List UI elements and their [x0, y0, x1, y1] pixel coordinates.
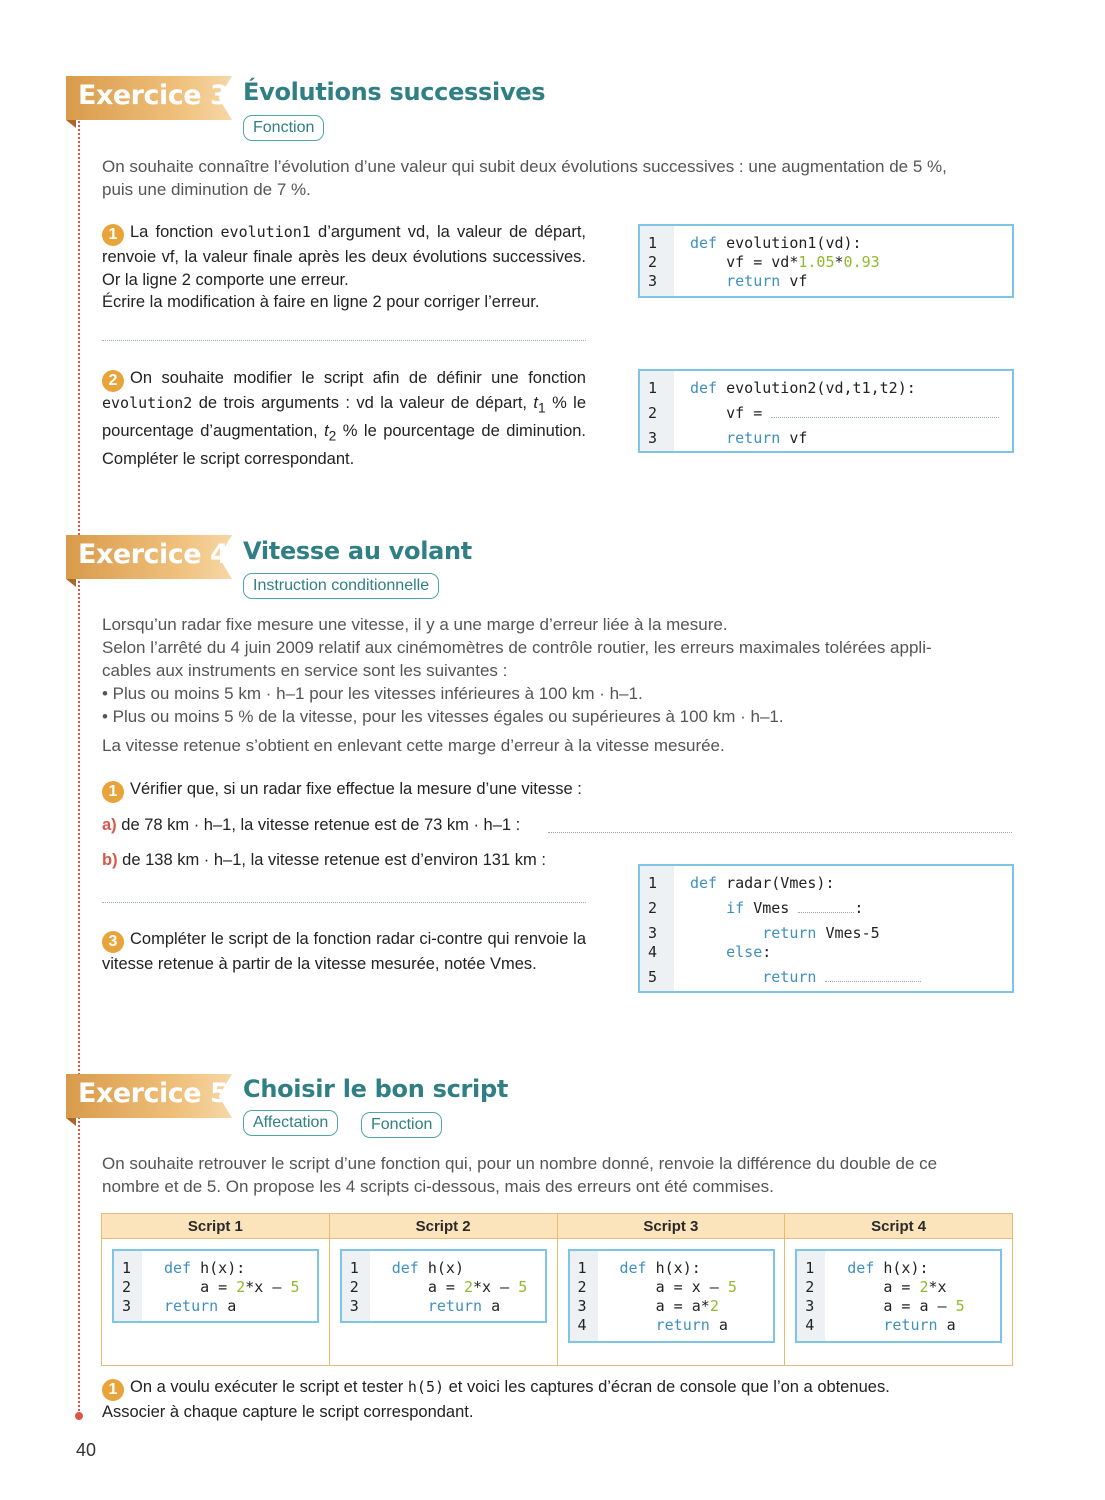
- code-text: h(x): [418, 1259, 464, 1277]
- code-text: a = a –: [847, 1297, 956, 1315]
- script-header: Script 1: [102, 1214, 330, 1239]
- exercise-5-intro: [102, 1152, 1014, 1198]
- margin-dot: [75, 1412, 83, 1420]
- code-line: [847, 1297, 964, 1315]
- code-text: :: [854, 899, 864, 917]
- intro-line: La vitesse retenue s’obtient en enlevant cette marge d’erreur à la vitesse mesurée.: [102, 736, 725, 755]
- inline-code: evolution1: [220, 223, 311, 241]
- line-number: 3: [122, 1297, 132, 1315]
- line-number: 2: [122, 1278, 132, 1296]
- exercise-5-tab-fold: [66, 1118, 76, 1126]
- exercise-3-intro: [102, 155, 1014, 201]
- answer-line[interactable]: [548, 832, 1012, 833]
- code-number: 2: [464, 1278, 474, 1296]
- line-number: 4: [577, 1316, 587, 1334]
- exercise-4-tab-fold: [66, 579, 76, 587]
- code-text: a =: [164, 1278, 237, 1296]
- tag-instruction-conditionnelle: Instruction conditionnelle: [243, 573, 439, 599]
- exercise-4-question-1: [102, 778, 1002, 803]
- code-text: a: [937, 1316, 956, 1334]
- exercise-4-question-b: [102, 849, 582, 872]
- intro-line: On souhaite retrouver le script d’une fonction qui, pour un nombre donné, renvoie la différence du double de ce: [102, 1154, 938, 1173]
- code-text: vf = vd*: [690, 253, 799, 271]
- code-text: *: [834, 253, 844, 271]
- question-number-badge: 2: [102, 370, 124, 392]
- intro-line: cables aux instruments en service sont les suivantes :: [102, 661, 508, 680]
- variable-subscript: 2: [328, 428, 337, 444]
- question-text: Vérifier que, si un radar fixe effectue la mesure d’une vitesse :: [130, 780, 582, 798]
- script-cell-3: [557, 1239, 785, 1366]
- code-block-radar: [638, 864, 1014, 993]
- margin-line: [78, 118, 80, 1414]
- line-number: 2: [577, 1278, 587, 1296]
- code-number: 5: [727, 1278, 737, 1296]
- code-keyword: def: [690, 379, 718, 397]
- code-line: [690, 943, 771, 961]
- line-number: 2: [805, 1278, 815, 1296]
- code-line: [690, 899, 863, 917]
- code-blank[interactable]: [771, 416, 999, 418]
- code-line: [392, 1259, 464, 1277]
- code-text: Vmes-5: [816, 924, 880, 942]
- code-number: 0.93: [843, 253, 880, 271]
- code-line: [620, 1259, 701, 1277]
- intro-line: On souhaite connaître l’évolution d’une valeur qui subit deux évolutions successives : une augmentation de 5 %,: [102, 157, 947, 176]
- exercise-3-tab-fold: [66, 120, 76, 128]
- question-number-badge: 1: [102, 224, 124, 246]
- code-line: [164, 1297, 236, 1315]
- line-number: 1: [805, 1259, 815, 1277]
- sub-question-label: a): [102, 816, 117, 834]
- intro-line: Lorsqu’un radar fixe mesure une vitesse, il y a une marge d’erreur liée à la mesure.: [102, 615, 728, 634]
- code-keyword: return: [619, 1316, 710, 1334]
- line-number: 3: [349, 1297, 359, 1315]
- code-text: a = a*: [619, 1297, 710, 1315]
- code-line: [690, 874, 835, 892]
- code-text: a = x –: [619, 1278, 728, 1296]
- code-keyword: return: [690, 272, 781, 290]
- question-text: La fonction: [130, 223, 221, 241]
- code-block-evolution2: [638, 369, 1014, 453]
- code-line: [847, 1278, 946, 1296]
- question-text: Compléter le script de la fonction radar ci-contre qui renvoie la vitesse retenue à partir de la vitesse mesurée, notée Vmes.: [102, 930, 586, 973]
- script-cell-2: [329, 1239, 557, 1366]
- code-number: 5: [955, 1297, 965, 1315]
- code-number: 2: [709, 1297, 719, 1315]
- code-text: a: [218, 1297, 237, 1315]
- page-number: 40: [76, 1440, 97, 1460]
- line-number: 1: [122, 1259, 132, 1277]
- code-text: Vmes: [744, 899, 799, 917]
- code-keyword: return: [847, 1316, 938, 1334]
- code-text: a =: [847, 1278, 920, 1296]
- code-text: a: [482, 1297, 501, 1315]
- intro-line: nombre et de 5. On propose les 4 scripts ci-dessous, mais des erreurs ont été commises.: [102, 1177, 774, 1196]
- line-number: 1: [577, 1259, 587, 1277]
- question-text: d’argument vd, la valeur de départ, renvoie vf, la valeur finale après les deux évolutions successives. Or la ligne 2 comporte une erreur.: [102, 223, 586, 289]
- line-number: 1: [648, 379, 658, 397]
- code-keyword: return: [690, 924, 817, 942]
- code-line: [690, 429, 807, 447]
- code-text: vf =: [690, 404, 772, 422]
- line-number: 4: [805, 1316, 815, 1334]
- code-text: vf: [780, 429, 808, 447]
- variable: t: [324, 421, 329, 440]
- code-blank[interactable]: [798, 911, 854, 913]
- code-line: [690, 234, 862, 252]
- question-text: et voici les captures d’écran de console que l’on a obtenues.: [444, 1378, 890, 1396]
- code-keyword: return: [164, 1297, 219, 1315]
- question-number-badge: 1: [102, 781, 124, 803]
- tag-fonction: Fonction: [243, 115, 324, 141]
- code-keyword: def: [847, 1259, 875, 1277]
- code-text: evolution2(vd,t1,t2):: [717, 379, 916, 397]
- code-line: [392, 1297, 500, 1315]
- code-keyword: def: [391, 1259, 419, 1277]
- line-number: 1: [349, 1259, 359, 1277]
- inline-code: evolution2: [102, 394, 193, 412]
- question-text: On a voulu exécuter le script et tester: [130, 1378, 408, 1396]
- question-text: Associer à chaque capture le script correspondant.: [102, 1403, 474, 1421]
- line-number: 2: [648, 899, 658, 917]
- exercise-3-label: Exercice 3: [78, 80, 229, 111]
- code-number: 5: [518, 1278, 528, 1296]
- code-text: h(x):: [191, 1259, 246, 1277]
- variable: t: [533, 394, 538, 412]
- exercise-4-intro: [102, 613, 1014, 757]
- question-number-badge: 3: [102, 931, 124, 953]
- script-header: Script 2: [329, 1214, 557, 1239]
- intro-line: Selon l’arrêté du 4 juin 2009 relatif aux cinémomètres de contrôle routier, les erreurs maximales tolérées appli-: [102, 638, 932, 657]
- code-line: [164, 1278, 299, 1296]
- tag-affectation: Affectation: [243, 1110, 338, 1136]
- exercise-4-question-3: [102, 928, 586, 976]
- code-number: 2: [236, 1278, 246, 1296]
- line-number: 2: [349, 1278, 359, 1296]
- question-text: de trois arguments : vd la valeur de départ,: [192, 394, 534, 412]
- line-number: 2: [648, 253, 658, 271]
- line-number: 3: [577, 1297, 587, 1315]
- question-text: On souhaite modifier le script afin de définir une fonction: [130, 369, 586, 387]
- question-text: Écrire la modification à faire en ligne 2 pour corriger l’erreur.: [102, 293, 540, 311]
- exercise-5-title: Choisir le bon script: [243, 1075, 509, 1103]
- code-line: [620, 1297, 719, 1315]
- code-line: [690, 379, 916, 397]
- code-text: *x –: [245, 1278, 291, 1296]
- question-text: de 78 km · h–1, la vitesse retenue est de 73 km · h–1 :: [121, 816, 521, 834]
- code-keyword: else: [690, 943, 763, 961]
- code-text: evolution1(vd):: [717, 234, 862, 252]
- question-text: % le pourcentage d’augmentation,: [102, 394, 586, 440]
- exercise-4-title: Vitesse au volant: [243, 537, 472, 565]
- code-line: [620, 1278, 737, 1296]
- code-line: [690, 253, 880, 271]
- line-number: 2: [648, 404, 658, 422]
- code-text: *x: [928, 1278, 947, 1296]
- code-keyword: def: [690, 874, 718, 892]
- code-text: :: [762, 943, 772, 961]
- code-line: [847, 1316, 955, 1334]
- code-keyword: def: [164, 1259, 192, 1277]
- tag-fonction: Fonction: [361, 1112, 442, 1138]
- code-text: vf: [780, 272, 808, 290]
- exercise-5-question-1: [102, 1376, 1002, 1424]
- code-text: h(x):: [874, 1259, 929, 1277]
- table-row: [102, 1239, 1013, 1366]
- code-number: 1.05: [798, 253, 835, 271]
- code-text: radar(Vmes):: [717, 874, 835, 892]
- code-text: a =: [391, 1278, 464, 1296]
- code-text: *x –: [473, 1278, 519, 1296]
- code-keyword: def: [690, 234, 718, 252]
- line-number: 1: [648, 874, 658, 892]
- script-header: Script 3: [557, 1214, 785, 1239]
- code-line: [690, 272, 807, 290]
- intro-line: puis une diminution de 7 %.: [102, 180, 311, 199]
- line-number: 3: [805, 1297, 815, 1315]
- code-line: [392, 1278, 527, 1296]
- line-number: 3: [648, 429, 658, 447]
- code-block-script-1: [112, 1249, 319, 1323]
- exercise-3-title: Évolutions successives: [243, 78, 546, 106]
- question-number-badge: 1: [102, 1379, 124, 1401]
- code-text: [816, 968, 825, 986]
- code-block-evolution1: [638, 224, 1014, 298]
- scripts-table: [101, 1213, 1013, 1366]
- answer-line[interactable]: [102, 902, 586, 903]
- code-block-script-3: [568, 1249, 775, 1343]
- line-number: 3: [648, 924, 658, 942]
- variable-subscript: 1: [538, 400, 546, 416]
- code-line: [164, 1259, 245, 1277]
- code-block-script-4: [795, 1249, 1002, 1343]
- code-blank[interactable]: [825, 980, 921, 982]
- code-line: [690, 924, 880, 942]
- question-text: % le pourcentage de diminution. Compléter le script correspondant.: [102, 421, 587, 468]
- exercise-4-label: Exercice 4: [78, 539, 229, 570]
- code-number: 5: [290, 1278, 300, 1296]
- code-keyword: return: [391, 1297, 483, 1315]
- code-keyword: def: [619, 1259, 647, 1277]
- code-line: [690, 968, 921, 986]
- line-number: 1: [648, 234, 658, 252]
- intro-bullet: • Plus ou moins 5 % de la vitesse, pour les vitesses égales ou supérieures à 100 km · h–1.: [102, 707, 784, 726]
- code-keyword: if: [690, 899, 745, 917]
- exercise-4-question-a: [102, 814, 542, 837]
- answer-line[interactable]: [102, 340, 586, 341]
- code-line: [847, 1259, 928, 1277]
- exercise-3-question-1: [102, 221, 586, 314]
- line-number: 5: [648, 968, 658, 986]
- line-number: 3: [648, 272, 658, 290]
- question-text: de 138 km · h–1, la vitesse retenue est d’environ 131 km :: [122, 851, 546, 869]
- code-keyword: return: [690, 429, 781, 447]
- exercise-5-label: Exercice 5: [78, 1078, 229, 1109]
- code-number: 2: [919, 1278, 929, 1296]
- exercise-3-question-2: [102, 367, 586, 470]
- code-line: [620, 1316, 728, 1334]
- code-block-script-2: [340, 1249, 547, 1323]
- code-text: h(x):: [646, 1259, 701, 1277]
- code-text: a: [709, 1316, 728, 1334]
- code-line: [690, 404, 999, 422]
- script-cell-4: [785, 1239, 1013, 1366]
- script-cell-1: [102, 1239, 330, 1366]
- sub-question-label: b): [102, 851, 118, 869]
- code-keyword: return: [690, 968, 817, 986]
- line-number: 4: [648, 943, 658, 961]
- intro-bullet: • Plus ou moins 5 km · h–1 pour les vitesses inférieures à 100 km · h–1.: [102, 684, 643, 703]
- script-header: Script 4: [785, 1214, 1013, 1239]
- inline-code: h(5): [407, 1378, 445, 1396]
- table-header-row: [102, 1214, 1013, 1239]
